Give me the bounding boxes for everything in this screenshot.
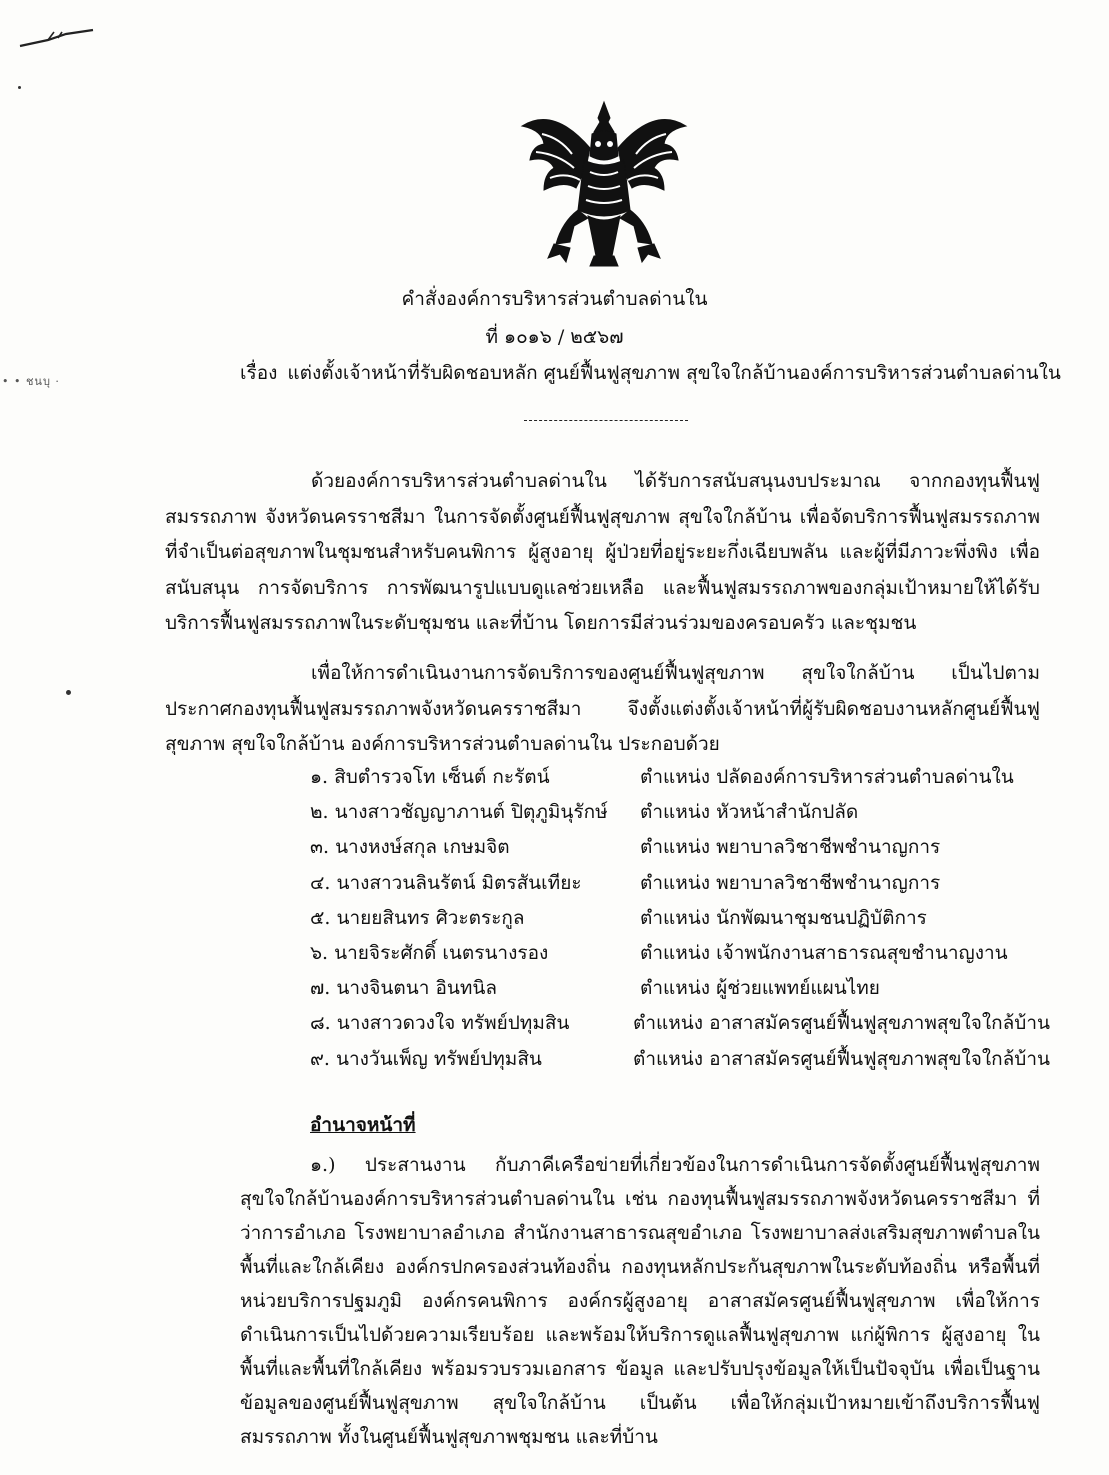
duty-item-1 — [240, 1148, 1040, 1454]
scan-speck — [18, 86, 21, 89]
member-name: ๔. นางสาวนลินรัตน์ มิตรสันเทียะ — [310, 871, 582, 894]
member-name: ๒. นางสาวชัญญาภานต์ ปิตุภูมินุรักษ์ — [310, 801, 608, 824]
member-list — [310, 760, 1050, 1077]
member-row — [310, 971, 1050, 1006]
member-row — [310, 866, 1050, 901]
garuda-emblem-icon — [514, 98, 694, 268]
member-position: ตำแหน่ง ปลัดองค์การบริหารส่วนตำบลด่านใน — [640, 766, 1014, 788]
paragraph-2 — [165, 656, 1040, 763]
member-position: ตำแหน่ง พยาบาลวิชาชีพชำนาญการ — [640, 836, 941, 859]
member-position: ตำแหน่ง อาสาสมัครศูนย์ฟื้นฟูสุขภาพสุขใจใกล้บ้าน — [633, 1012, 1050, 1035]
member-row — [310, 901, 1050, 936]
member-name: ๙. นางวันเพ็ญ ทรัพย์ปทุมสิน — [310, 1047, 542, 1070]
member-name: ๑. สิบตำรวจโท เซ็นต์ กะรัตน์ — [310, 766, 550, 788]
duty-item-1-text: ๑.) ประสานงาน กับภาคีเครือข่ายที่เกี่ยวข้องในการดำเนินการจัดตั้งศูนย์ฟื้นฟูสุขภาพ สุขใจใกล้บ้านองค์การบริหารส่วนตำบลด่านใน เช่น กองทุนฟื้นฟูสมรรถภาพจังหวัดนครราชสีมา ที่ว่าการอำเภอ โรงพยาบาลอำเภอ สำนักงานสาธารณสุขอำเภอ โรงพยาบาลส่งเสริมสุขภาพตำบลในพื้นที่และใกล้เคียง องค์กรปกครองส่วนท้องถิ่น กองทุนหลักประกันสุขภาพในระดับท้องถิ่น หรือพื้นที่ หน่วยบริการปฐมภูมิ องค์กรคนพิการ องค์กรผู้สูงอายุ อาสาสมัครศูนย์ฟื้นฟูสุขภาพ เพื่อให้การดำเนินการเป็นไปด้วยความเรียบร้อย และพร้อมให้บริการดูแลฟื้นฟูสุขภาพ แก่ผู้พิการ ผู้สูงอายุ ในพื้นที่และพื้นที่ใกล้เคียง พร้อมรวบรวมเอกสาร ข้อมูล และปรับปรุงข้อมูลให้เป็นปัจจุบัน เพื่อเป็นฐานข้อมูลของศูนย์ฟื้นฟูสุขภาพ สุขใจใกล้บ้าน เป็นต้น เพื่อให้กลุ่มเป้าหมายเข้าถึงบริการฟื้นฟูสมรรถภาพ ทั้งในศูนย์ฟื้นฟูสุขภาพชุมชน และที่บ้าน — [240, 1154, 1040, 1448]
order-title: คำสั่งองค์การบริหารส่วนตำบลด่านใน — [401, 288, 708, 310]
order-subject — [240, 360, 1061, 386]
member-row — [310, 795, 1050, 830]
member-position: ตำแหน่ง เจ้าพนักงานสาธารณสุขชำนาญงาน — [640, 941, 1008, 964]
margin-note: • • ชนบุ · — [2, 375, 60, 388]
paragraph-1 — [165, 464, 1040, 642]
member-name: ๗. นางจินตนา อินทนิล — [310, 977, 498, 1000]
duties-heading: อำนาจหน้าที่ — [310, 1114, 416, 1136]
scan-artifact-mark — [18, 26, 98, 50]
member-row — [310, 760, 1050, 795]
subject-label: เรื่อง — [240, 362, 278, 384]
subject-text: แต่งตั้งเจ้าหน้าที่รับผิดชอบหลัก ศูนย์ฟื้นฟูสุขภาพ สุขใจใกล้บ้านองค์การบริหารส่วนตำบลด่านใน — [287, 362, 1061, 384]
member-row — [310, 936, 1050, 971]
member-name: ๓. นางหงษ์สกุล เกษมจิต — [310, 836, 510, 859]
paragraph-1-text: ด้วยองค์การบริหารส่วนตำบลด่านใน ได้รับการสนับสนุนงบประมาณ จากกองทุนฟื้นฟูสมรรถภาพ จังหวัดนครราชสีมา ในการจัดตั้งศูนย์ฟื้นฟูสุขภาพ สุขใจใกล้บ้าน เพื่อจัดบริการฟื้นฟูสมรรถภาพที่จำเป็นต่อสุขภาพในชุมชนสำหรับคนพิการ ผู้สูงอายุ ผู้ป่วยที่อยู่ระยะกึ่งเฉียบพลัน และผู้ที่มีภาวะพึ่งพิง เพื่อสนับสนุน การจัดบริการ การพัฒนารูปแบบดูแลช่วยเหลือ และฟื้นฟูสมรรถภาพของกลุ่มเป้าหมายให้ได้รับบริการฟื้นฟูสมรรถภาพในระดับชุมชน และที่บ้าน โดยการมีส่วนร่วมของครอบครัว และชุมชน — [165, 470, 1040, 634]
order-number: ที่ ๑๐๑๖ / ๒๕๖๗ — [485, 326, 624, 348]
member-row — [310, 1042, 1050, 1077]
member-row — [310, 830, 1050, 865]
member-position: ตำแหน่ง อาสาสมัครศูนย์ฟื้นฟูสุขภาพสุขใจใกล้บ้าน — [633, 1047, 1050, 1070]
member-name: ๘. นางสาวดวงใจ ทรัพย์ปทุมสิน — [310, 1012, 570, 1035]
member-position: ตำแหน่ง หัวหน้าสำนักปลัด — [640, 801, 859, 824]
paragraph-2-text: เพื่อให้การดำเนินงานการจัดบริการของศูนย์ฟื้นฟูสุขภาพ สุขใจใกล้บ้าน เป็นไปตามประกาศกองทุนฟื้นฟูสมรรถภาพจังหวัดนครราชสีมา จึงตั้งแต่งตั้งเจ้าหน้าที่ผู้รับผิดชอบงานหลักศูนย์ฟื้นฟูสุขภาพ สุขใจใกล้บ้าน องค์การบริหารส่วนตำบลด่านใน ประกอบด้วย — [165, 662, 1040, 755]
member-name: ๕. นายยสินทร ศิวะตระกูล — [310, 906, 525, 929]
member-position: ตำแหน่ง พยาบาลวิชาชีพชำนาญการ — [640, 871, 941, 894]
member-name: ๖. นายจิระศักดิ์ เนตรนางรอง — [310, 941, 549, 964]
member-position: ตำแหน่ง นักพัฒนาชุมชนปฏิบัติการ — [640, 906, 927, 929]
scan-speck — [66, 690, 71, 695]
member-row — [310, 1006, 1050, 1041]
member-position: ตำแหน่ง ผู้ช่วยแพทย์แผนไทย — [640, 977, 880, 1000]
separator-line — [524, 420, 688, 421]
